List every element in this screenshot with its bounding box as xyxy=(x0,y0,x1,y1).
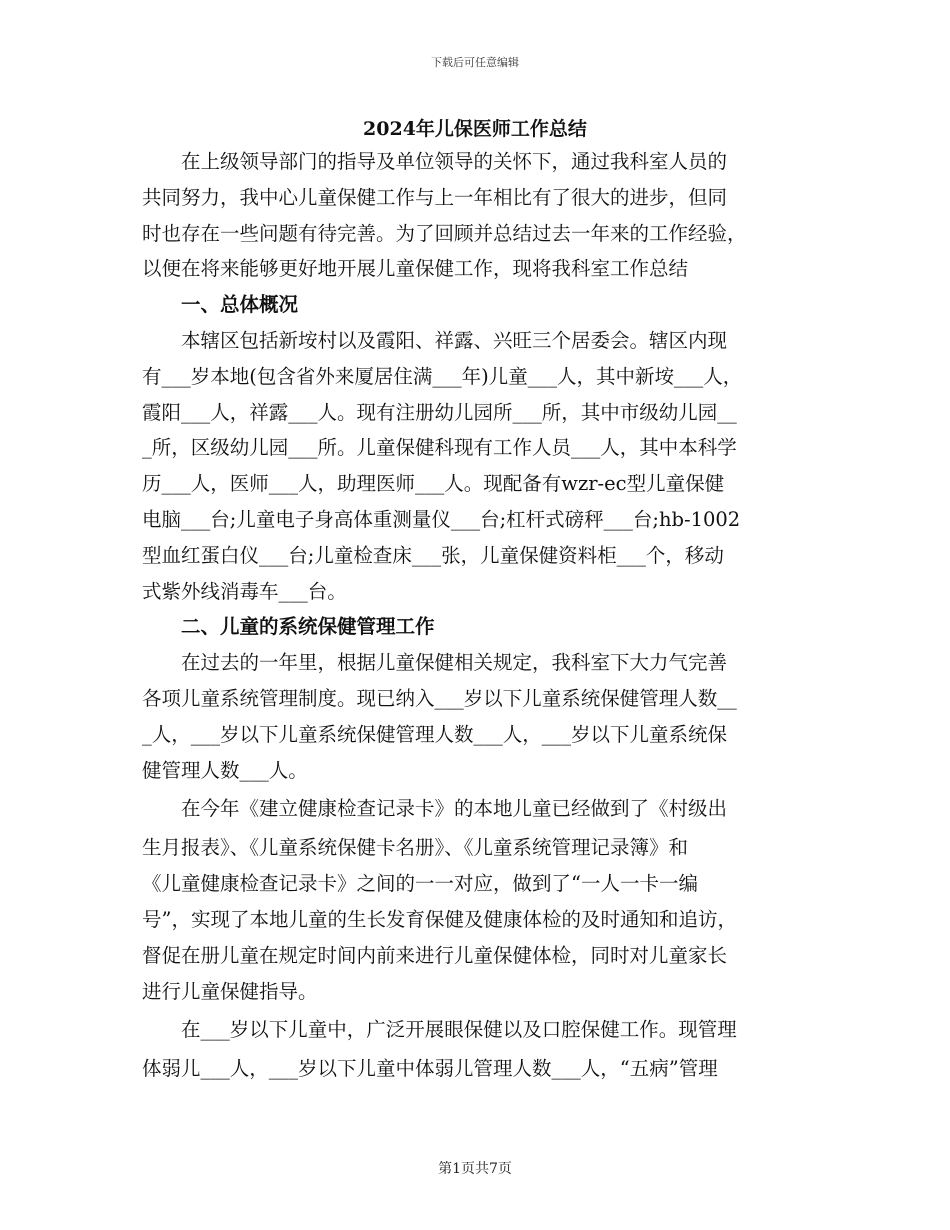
text-line: 式紫外线消毒车___台。 xyxy=(142,579,347,603)
text-line: 本辖区包括新垵村以及霞阳、祥露、兴旺三个居委会。辖区内现 xyxy=(142,328,728,352)
text-line: 在今年《建立健康检查记录卡》的本地儿童已经做到了《村级出 xyxy=(142,797,728,821)
text-line: _人，___岁以下儿童系统保健管理人数___人，___岁以下儿童系统保 xyxy=(142,722,728,746)
page-footer: 第1页共7页 xyxy=(438,1161,512,1177)
text-line: 电脑___台;儿童电子身高体重测量仪___台;杠杆式磅秤___台;hb-1002 xyxy=(142,507,741,531)
text-line: 生月报表》、《儿童系统保健卡名册》、《儿童系统管理记录簿》和 xyxy=(142,836,689,860)
section-heading: 二、儿童的系统保健管理工作 xyxy=(142,615,435,639)
section-heading: 一、总体概况 xyxy=(142,293,299,317)
text-line: 体弱儿___人，___岁以下儿童中体弱儿管理人数___人，“五病”管理 xyxy=(142,1057,718,1081)
text-line: 在上级领导部门的指导及单位领导的关怀下，通过我科室人员的 xyxy=(142,150,728,173)
text-line: _所，区级幼儿园___所。儿童保健科现有工作人员___人，其中本科学 xyxy=(142,436,737,460)
text-line: 型血红蛋白仪___台;儿童检查床___张，儿童保健资料柜___个，移动 xyxy=(142,543,724,567)
document-body xyxy=(142,144,808,1087)
text-line: 督促在册儿童在规定时间内前来进行儿童保健体检，同时对儿童家长 xyxy=(142,943,728,967)
text-line: 进行儿童保健指导。 xyxy=(142,979,318,1003)
text-line: 健管理人数___人。 xyxy=(142,758,308,782)
header-note: 下载后可任意编辑 xyxy=(431,56,519,69)
text-line: 共同努力，我中心儿童保健工作与上一年相比有了很大的进步，但同 xyxy=(142,185,728,209)
text-line: 以便在将来能够更好地开展儿童保健工作，现将我科室工作总结 xyxy=(142,257,689,281)
text-line: 在___岁以下儿童中，广泛开展眼保健以及口腔保健工作。现管理 xyxy=(142,1018,737,1042)
text-line: 号”，实现了本地儿童的生长发育保健及健康体检的及时通知和追访， xyxy=(142,907,737,931)
document-title: 2024年儿保医师工作总结 xyxy=(363,118,587,140)
text-line: 有___岁本地(包含省外来厦居住满___年)儿童___人，其中新垵___人， xyxy=(142,364,743,388)
text-line: 历___人，医师___人，助理医师___人。现配备有wzr-ec型儿童保健 xyxy=(142,472,725,496)
text-line: 时也存在一些问题有待完善。为了回顾并总结过去一年来的工作经验， xyxy=(142,221,747,245)
text-line: 霞阳___人，祥露___人。现有注册幼儿园所___所，其中市级幼儿园__ xyxy=(142,400,737,424)
text-line: 在过去的一年里，根据儿童保健相关规定，我科室下大力气完善 xyxy=(142,651,728,675)
text-line: 《儿童健康检查记录卡》之间的一一对应，做到了“一人一卡一编 xyxy=(142,872,698,896)
text-line: 各项儿童系统管理制度。现已纳入___岁以下儿童系统保健管理人数__ xyxy=(142,686,737,710)
